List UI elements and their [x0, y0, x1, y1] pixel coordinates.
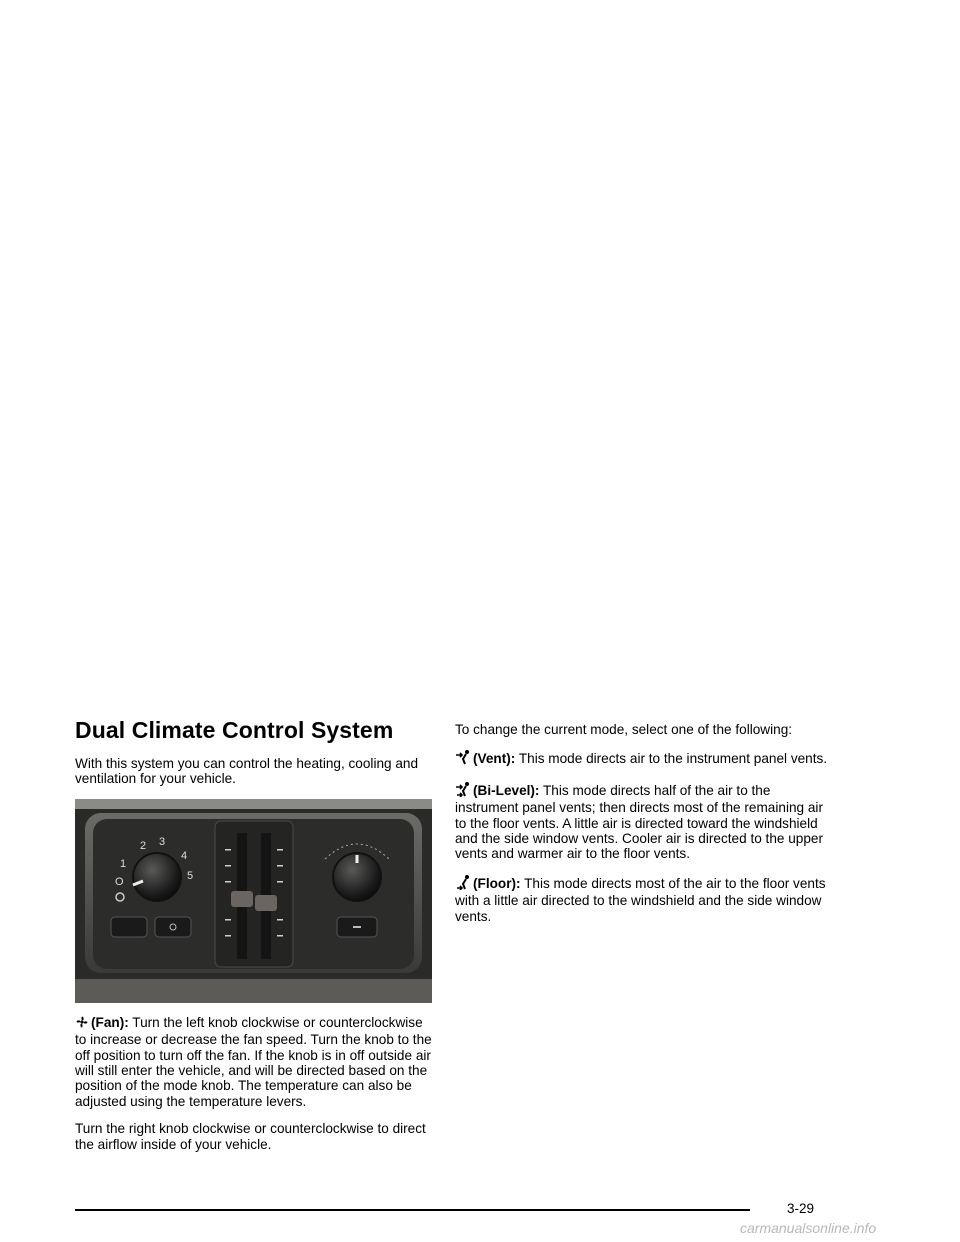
fan-off-label: O [115, 875, 124, 888]
left-column [75, 716, 437, 1164]
watermark: carmanualsonline.info [740, 1220, 877, 1236]
right-knob-paragraph: Turn the right knob clockwise or counterclockwise to direct the airflow inside of your vehicle. [75, 1121, 426, 1152]
fan-scale-5: 5 [187, 869, 194, 882]
modes-intro: To change the current mode, select one of the following: [455, 722, 793, 737]
vent-icon [455, 749, 471, 768]
climate-control-photo [75, 799, 432, 1003]
page-number: 3-29 [787, 1201, 815, 1216]
vent-text: This mode directs air to the instrument panel vents. [515, 751, 828, 767]
fan-icon [75, 1015, 89, 1032]
bi-level-icon [455, 781, 471, 800]
bi-level-term: (Bi-Level): [473, 782, 540, 798]
fan-scale-2: 2 [140, 839, 147, 852]
floor-term: (Floor): [473, 875, 521, 891]
mode-vent [455, 749, 835, 768]
right-column [455, 722, 835, 936]
fan-text: Turn the left knob clockwise or counterclockwise to increase or decrease the fan speed. Turn the knob to the off position to turn off the fan. If the knob is in off outside air will still enter the vehicle, and will be directed based on the position of the mode knob. The temperature can also be adjusted using the temperature levers. [75, 1014, 432, 1109]
vent-term: (Vent): [473, 751, 516, 767]
bi-level-text: This mode directs half of the air to the instrument panel vents; then directs most of the remaining air to the floor vents. A little air is directed toward the windshield and the side window vents. Cooler air is directed to the upper vents and warmer air to the floor vents. [455, 782, 823, 862]
mode-bi-level [455, 781, 835, 862]
section-title: Dual Climate Control System [75, 717, 394, 743]
floor-text: This mode directs most of the air to the floor vents with a little air directed to the windshield and the side window vents. [455, 875, 826, 924]
intro-paragraph: With this system you can control the heating, cooling and ventilation for your vehicle. [75, 756, 419, 787]
fan-term: (Fan): [91, 1014, 129, 1030]
fan-knob [133, 853, 181, 901]
fan-paragraph [75, 1015, 437, 1109]
fan-scale-1: 1 [120, 857, 127, 870]
floor-icon [455, 874, 471, 893]
footer-rule [75, 1209, 750, 1211]
mode-floor [455, 874, 835, 924]
fan-scale-4: 4 [181, 849, 188, 862]
fan-scale-3: 3 [159, 835, 166, 848]
